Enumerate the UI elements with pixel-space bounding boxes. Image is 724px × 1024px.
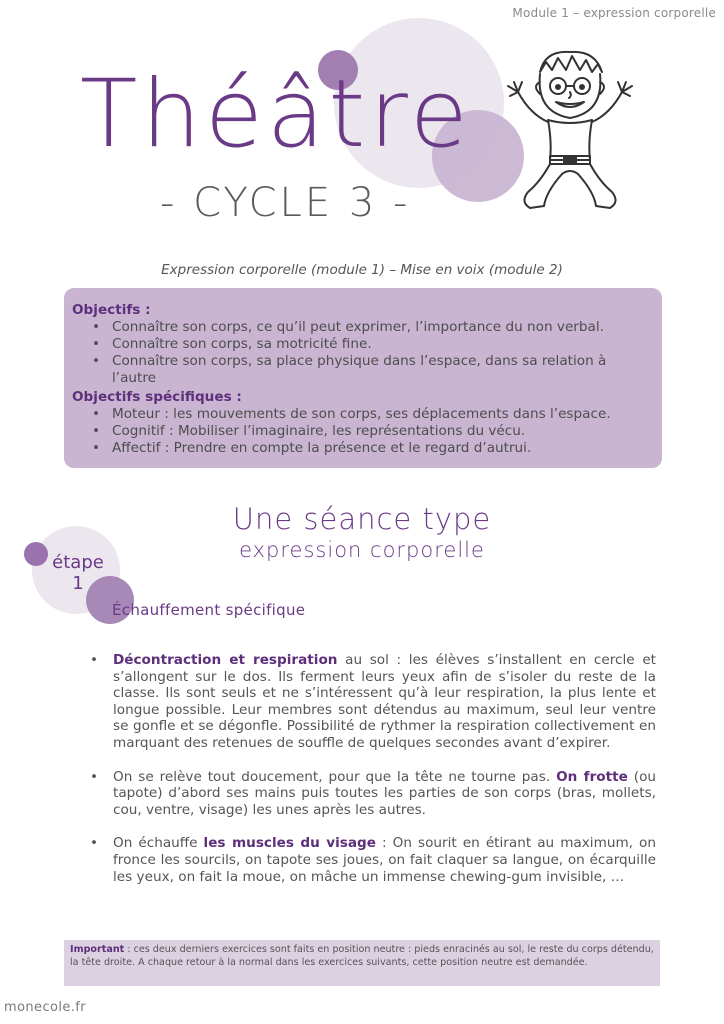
step-number: 1 xyxy=(72,573,84,594)
specific-objective-item: • Affectif : Prendre en compte la présence et le regard d’autrui. xyxy=(112,440,654,457)
step-title: Échauffement spécifique xyxy=(112,601,306,619)
exercise-text: au sol : les élèves s’installent en cercle et s’allongent sur le dos. Ils ferment leurs yeux afin de s’isoler du reste de la classe. Ils sont seuls et ne s’intéressent qu’à leur respiration, la plus lente et longue possible. Leur membres sont détendus au maximum, seul leur ventre se gonfle et se dégonfle. Possibilité de rythmer la respiration collectivement en marquant des retenues de souffle de quelques secondes avant d’expirer. xyxy=(113,652,657,751)
objectives-box xyxy=(64,288,662,468)
exercise-item xyxy=(90,652,656,752)
exercise-text: (ou tapote) d’abord ses mains puis toutes les parties de son corps (bras, mollets, cou, ventre, visage) les unes après les autres. xyxy=(113,768,657,818)
specific-objective-item: • Moteur : les mouvements de son corps, ses déplacements dans l’espace. xyxy=(112,406,654,423)
page-title: Théâtre xyxy=(80,60,472,169)
exercise-item xyxy=(90,769,656,819)
footer-site: monecole.fr xyxy=(4,1000,87,1015)
specific-objectives-list xyxy=(72,406,654,457)
note-text: : ces deux derniers exercices sont faits en position neutre : pieds enracinés au sol, le reste du corps détendu, la tête droite. A chaque retour à la normal dans les exercices suivants, cette position neutre est demandée. xyxy=(70,944,654,968)
exercise-text: On échauffe xyxy=(113,835,204,852)
step-label xyxy=(36,552,120,594)
objective-item: • Connaître son corps, sa place physique dans l’espace, dans sa relation à l’autre xyxy=(112,353,654,387)
cycle-subtitle: - CYCLE 3 - xyxy=(160,180,411,226)
exercise-highlight: On frotte xyxy=(556,768,628,785)
objectives-list xyxy=(72,319,654,387)
objectives-heading: Objectifs : xyxy=(72,302,151,318)
exercise-highlight: Décontraction et respiration xyxy=(113,652,338,668)
intro-line: Expression corporelle (module 1) – Mise en voix (module 2) xyxy=(161,262,563,278)
objective-item: • Connaître son corps, ce qu’il peut exprimer, l’importance du non verbal. xyxy=(112,319,654,336)
important-note xyxy=(64,940,660,986)
step-word: étape xyxy=(52,552,104,573)
section-title: Une séance type xyxy=(232,502,492,536)
module-header: Module 1 – expression corporelle xyxy=(512,6,716,20)
child-illustration xyxy=(500,42,640,222)
note-label: Important xyxy=(70,944,125,955)
section-subtitle: expression corporelle xyxy=(239,538,485,562)
exercise-text: On se relève tout doucement, pour que la tête ne tourne pas. xyxy=(113,768,557,785)
objective-item: • Connaître son corps, sa motricité fine. xyxy=(112,336,654,353)
exercise-text: : On sourit en étirant au maximum, on fronce les sourcils, on tapote ses joues, on fait claquer sa langue, on écarquille les yeux, on fait la moue, on mâche un immense chewing-gum invisible, … xyxy=(113,835,656,885)
specific-objectives-heading: Objectifs spécifiques : xyxy=(72,389,242,405)
specific-objective-item: • Cognitif : Mobiliser l’imaginaire, les représentations du vécu. xyxy=(112,423,654,440)
exercise-item xyxy=(90,835,656,885)
exercise-highlight: les muscles du visage xyxy=(203,835,376,852)
exercise-list xyxy=(90,652,656,902)
